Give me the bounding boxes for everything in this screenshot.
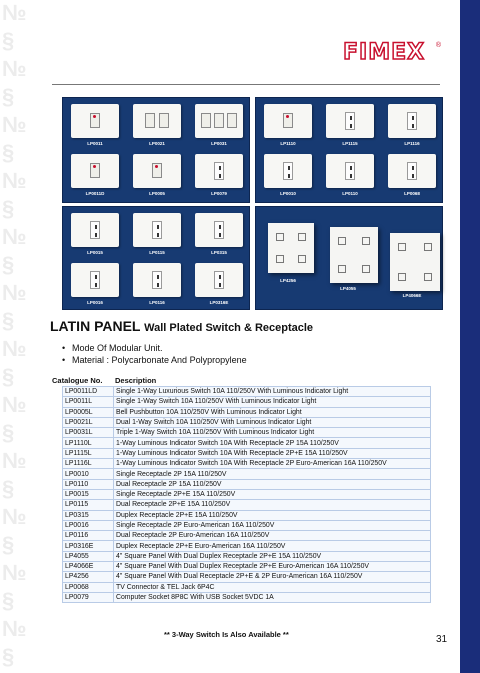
outlet-shape (398, 273, 406, 281)
table-row (63, 510, 431, 520)
watermark-glyph: № (2, 448, 29, 473)
photo-panel-switches (62, 97, 250, 203)
product-plate-image (71, 154, 119, 188)
outlet-shape (362, 237, 370, 245)
watermark-glyph: № (2, 280, 29, 305)
description-cell: Single Receptacle 2P+E 15A 110/250V (114, 489, 431, 499)
product-code-label: LP0068 (404, 191, 420, 196)
catalogue-code-cell: LP1115L (63, 448, 114, 458)
watermark-glyph: № (2, 504, 29, 529)
watermark-glyph: § (2, 140, 17, 165)
catalogue-code-cell: LP4256 (63, 572, 114, 582)
description-cell: 1-Way Luminous Indicator Switch 10A With Receptacle 2P Euro-American 16A 110/250V (114, 459, 431, 469)
product-plate-image (326, 104, 374, 138)
photo-panel-receptacles (62, 206, 250, 310)
feature-item: • Material : Polycarbonate And Polypropylene (62, 354, 247, 366)
watermark-glyph: § (2, 532, 17, 557)
watermark-glyph: § (2, 588, 17, 613)
table-row (63, 551, 431, 561)
table-row (63, 479, 431, 489)
watermark-glyph: § (2, 476, 17, 501)
table-row (63, 500, 431, 510)
description-cell: Single 1-Way Switch 10A 110/250V With Luminous Indicator Light (114, 397, 431, 407)
catalogue-table (62, 386, 431, 603)
watermark-glyph: № (2, 112, 29, 137)
photo-panel-square-panels (255, 206, 443, 310)
catalogue-code-cell: LP0316E (63, 541, 114, 551)
description-cell: Triple 1-Way Switch 10A 110/250V With Luminous Indicator Light (114, 428, 431, 438)
product-plate-image (195, 154, 243, 188)
table-row (63, 562, 431, 572)
table-row (63, 459, 431, 469)
catalogue-code-cell: LP0116 (63, 531, 114, 541)
section-heading (50, 318, 313, 334)
product-plate-image (133, 104, 181, 138)
product-code-label: LP0005 (149, 191, 165, 196)
feature-list (62, 342, 247, 366)
table-row (63, 448, 431, 458)
catalogue-code-cell: LP0021L (63, 417, 114, 427)
catalogue-code-cell: LP0031L (63, 428, 114, 438)
description-cell: 4" Square Panel With Dual Receptacle 2P+E & 2P Euro-American 16A 110/250V (114, 572, 431, 582)
watermark-glyph: № (2, 224, 29, 249)
table-row (63, 572, 431, 582)
description-cell: Duplex Receptacle 2P+E 15A 110/250V (114, 510, 431, 520)
product-code-label: LP0011 (87, 141, 103, 146)
column-header-catalogue: Catalogue No. (52, 376, 103, 385)
product-plate-image (388, 104, 436, 138)
product-plate-image (71, 263, 119, 297)
watermark-glyph: № (2, 392, 29, 417)
description-cell: Duplex Receptacle 2P+E Euro-American 16A 110/250V (114, 541, 431, 551)
outlet-shape (362, 265, 370, 273)
watermark-glyph: § (2, 644, 17, 669)
brand-logo-text: FIMEX (343, 40, 426, 65)
table-row (63, 582, 431, 592)
watermark-glyph: § (2, 196, 17, 221)
outlet-shape (338, 237, 346, 245)
catalogue-code-cell: LP0110 (63, 479, 114, 489)
table-row (63, 592, 431, 602)
table-row (63, 469, 431, 479)
product-plate-image (264, 104, 312, 138)
table-row (63, 428, 431, 438)
catalogue-code-cell: LP0016 (63, 520, 114, 530)
left-watermark-strip (0, 0, 42, 673)
catalogue-code-cell: LP4066E (63, 562, 114, 572)
outlet-shape (298, 255, 306, 263)
catalogue-code-cell: LP0010 (63, 469, 114, 479)
square-panel-image (268, 223, 314, 273)
photo-panel-switch-receptacles (255, 97, 443, 203)
watermark-glyph: § (2, 252, 17, 277)
catalogue-code-cell: LP0015 (63, 489, 114, 499)
table-row (63, 489, 431, 499)
outlet-shape (424, 243, 432, 251)
table-row (63, 407, 431, 417)
header-rule (52, 84, 440, 85)
watermark-glyph: § (2, 28, 17, 53)
watermark-glyph: № (2, 0, 29, 25)
description-cell: 1-Way Luminous Indicator Switch 10A With Receptacle 2P+E 15A 110/250V (114, 448, 431, 458)
watermark-glyph: § (2, 84, 17, 109)
catalogue-code-cell: LP0011L (63, 397, 114, 407)
watermark-glyph: № (2, 560, 29, 585)
product-code-label: LP4256 (280, 278, 296, 283)
product-code-label: LP0010 (280, 191, 296, 196)
description-cell: Dual 1-Way Switch 10A 110/250V With Luminous Indicator Light (114, 417, 431, 427)
description-cell: Single Receptacle 2P Euro-American 16A 110/250V (114, 520, 431, 530)
product-code-label: LP0079 (211, 191, 227, 196)
table-row (63, 397, 431, 407)
product-plate-image (264, 154, 312, 188)
description-cell: Single Receptacle 2P 15A 110/250V (114, 469, 431, 479)
product-code-label: LP0316E (209, 300, 229, 305)
watermark-glyph: № (2, 168, 29, 193)
section-title: LATIN PANEL (50, 318, 141, 334)
watermark-glyph: § (2, 308, 17, 333)
outlet-shape (298, 233, 306, 241)
right-color-band (460, 0, 480, 673)
table-row (63, 387, 431, 397)
catalogue-code-cell: LP0079 (63, 592, 114, 602)
table-row (63, 520, 431, 530)
catalogue-code-cell: LP0011LD (63, 387, 114, 397)
brand-logo (343, 40, 441, 82)
outlet-shape (276, 255, 284, 263)
product-code-label: LP1110 (280, 141, 296, 146)
product-plate-image (133, 263, 181, 297)
product-plate-image (195, 104, 243, 138)
page-number: 31 (436, 634, 448, 645)
catalogue-code-cell: LP4055 (63, 551, 114, 561)
description-cell: 1-Way Luminous Indicator Switch 10A With Receptacle 2P 15A 110/250V (114, 438, 431, 448)
catalogue-code-cell: LP1116L (63, 459, 114, 469)
product-code-label: LP0116 (149, 300, 165, 305)
watermark-glyph: § (2, 364, 17, 389)
description-cell: Dual Receptacle 2P+E 15A 110/250V (114, 500, 431, 510)
catalogue-code-cell: LP0115 (63, 500, 114, 510)
catalogue-code-cell: LP1110L (63, 438, 114, 448)
square-panel-image (390, 233, 440, 291)
table-row (63, 417, 431, 427)
product-code-label: LP0021 (149, 141, 165, 146)
catalogue-code-cell: LP0068 (63, 582, 114, 592)
watermark-glyph: № (2, 616, 29, 641)
catalogue-code-cell: LP0005L (63, 407, 114, 417)
watermark-glyph: § (2, 420, 17, 445)
description-cell: Dual Receptacle 2P Euro-American 16A 110/250V (114, 531, 431, 541)
product-code-label: LP0011D (85, 191, 105, 196)
product-plate-image (133, 154, 181, 188)
product-code-label: LP4055 (340, 286, 356, 291)
product-plate-image (195, 213, 243, 247)
column-header-description: Description (115, 376, 157, 385)
feature-item: • Mode Of Modular Unit. (62, 342, 247, 354)
outlet-shape (398, 243, 406, 251)
product-code-label: LP0016 (87, 300, 103, 305)
product-code-label: LP0315 (211, 250, 227, 255)
description-cell: Dual Receptacle 2P 15A 110/250V (114, 479, 431, 489)
outlet-shape (276, 233, 284, 241)
description-cell: 4" Square Panel With Dual Duplex Receptacle 2P+E Euro-American 16A 110/250V (114, 562, 431, 572)
outlet-shape (424, 273, 432, 281)
product-plate-image (71, 213, 119, 247)
product-plate-image (195, 263, 243, 297)
footnote: ** 3-Way Switch Is Also Available ** (164, 630, 289, 639)
product-code-label: LP0015 (87, 250, 103, 255)
product-plate-image (388, 154, 436, 188)
table-row (63, 531, 431, 541)
watermark-glyph: № (2, 56, 29, 81)
outlet-shape (338, 265, 346, 273)
product-plate-image (133, 213, 181, 247)
description-cell: Bell Pushbutton 10A 110/250V With Luminous Indicator Light (114, 407, 431, 417)
table-row (63, 438, 431, 448)
section-subtitle: Wall Plated Switch & Receptacle (144, 322, 314, 334)
product-plate-image (71, 104, 119, 138)
watermark-glyph: № (2, 336, 29, 361)
catalogue-code-cell: LP0315 (63, 510, 114, 520)
description-cell: Computer Socket 8P8C With USB Socket 5VDC 1A (114, 592, 431, 602)
description-cell: 4" Square Panel With Dual Duplex Receptacle 2P+E 15A 110/250V (114, 551, 431, 561)
product-code-label: LP1115 (342, 141, 358, 146)
description-cell: Single 1-Way Luxurious Switch 10A 110/250V With Luminous Indicator Light (114, 387, 431, 397)
product-plate-image (326, 154, 374, 188)
product-code-label: LP4066E (402, 293, 422, 298)
product-code-label: LP0115 (149, 250, 165, 255)
table-row (63, 541, 431, 551)
product-code-label: LP0031 (211, 141, 227, 146)
registered-mark: ® (435, 42, 441, 49)
description-cell: TV Connector & TEL Jack 6P4C (114, 582, 431, 592)
product-code-label: LP1116 (404, 141, 420, 146)
product-code-label: LP0110 (342, 191, 358, 196)
square-panel-image (330, 227, 378, 283)
